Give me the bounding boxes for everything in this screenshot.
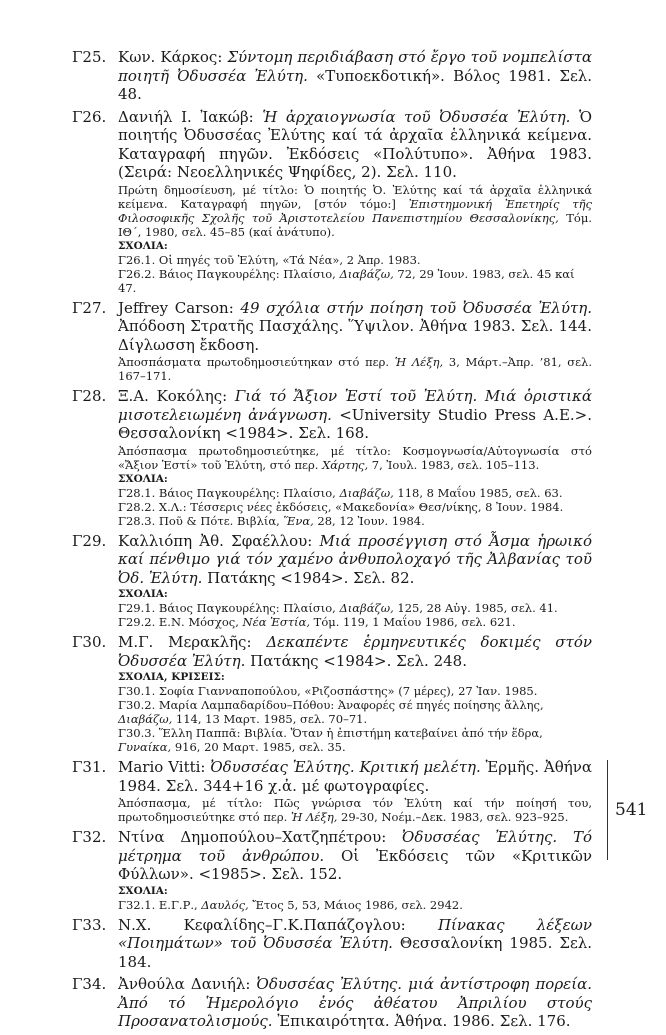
- entry-number: Γ31.: [72, 758, 107, 776]
- entry-content: [118, 975, 592, 1031]
- text-run: 3, Μάρτ.–Ἀπρ. ’81, σελ. 167–171.: [118, 355, 593, 383]
- bibliography-entry: [72, 387, 592, 528]
- text-run: Γ28.3. Ποῦ & Πότε. Βιβλία,: [118, 513, 284, 528]
- text-run: Πατάκης <1984>. Σελ. 82.: [202, 568, 415, 587]
- entry-number: Γ30.: [72, 633, 107, 651]
- text-run: Ἀνθούλα Δανιήλ:: [118, 975, 257, 993]
- text-run: 7, Ἰουλ. 1983, σελ. 105–113.: [368, 457, 540, 472]
- italic-title-text: Διαβάζω,: [339, 266, 394, 281]
- text-run: Γ30.1. Σοφία Γιανναποπούλου, «Ριζοσπάστης» (7 μέρες), 27 Ἰαν. 1985.: [118, 684, 538, 698]
- bibliography-entry: [72, 48, 592, 104]
- text-run: Ἀποσπάσματα πρωτοδημοσιεύτηκαν στό περ.: [118, 355, 395, 369]
- text-run: Γ29.1. Βάιος Παγκουρέλης: Πλαίσιο,: [118, 601, 340, 615]
- text-run: 72, 29 Ἰουν. 1983, σελ. 45 καί 47.: [118, 266, 575, 295]
- italic-title-text: 49 σχόλια στήν ποίηση τοῦ Ὀδυσσέα Ἐλύτη.: [240, 298, 592, 317]
- text-run: 114, 13 Μαρτ. 1985, σελ. 70–71.: [172, 712, 368, 726]
- italic-title-text: Διαβάζω,: [339, 485, 394, 500]
- italic-title-text: Δαυλός,: [201, 897, 249, 912]
- text-run: Καλλιόπη Ἀθ. Σφαέλλου:: [118, 531, 320, 550]
- text-run: Δανιήλ Ι. Ἰακώβ:: [118, 107, 263, 126]
- scholia-item: [118, 726, 592, 754]
- text-run: Ξ.Α. Κοκόλης:: [118, 387, 235, 405]
- italic-title-text: Ὀδυσσέας Ἐλύτης. Κριτική μελέτη.: [210, 758, 481, 776]
- text-run: Γ30.3. Ἕλλη Παππᾶ: Βιβλία. Ὅταν ἡ ἐπιστήμη κατεβαίνει ἀπό τήν ἕδρα,: [118, 726, 543, 740]
- text-run: Γ26.2. Βάιος Παγκουρέλης: Πλαίσιο,: [118, 266, 340, 281]
- text-run: Τόμ. ΙΘ΄, 1980, σελ. 45–85 (καί ἀνάτυπο).: [118, 210, 592, 239]
- text-run: «Τυποεκδοτική». Βόλος 1981. Σελ. 48.: [118, 66, 592, 103]
- italic-title-text: Πίνακας λέξεων «Ποιημάτων» τοῦ Ὀδυσσέα Ἐλύτη.: [118, 915, 592, 952]
- entry-citation: [118, 975, 592, 1031]
- bibliography-entry: [72, 916, 592, 972]
- entry-number: Γ33.: [72, 915, 107, 934]
- text-run: Τόμ. 119, 1 Μαΐου 1986, σελ. 621.: [310, 615, 516, 629]
- entry-note: [118, 355, 592, 383]
- entry-content: [118, 916, 592, 972]
- entry-note: [118, 183, 592, 239]
- scholia-item: [118, 500, 592, 514]
- entry-content: [118, 828, 592, 912]
- bibliography-entry: [72, 758, 592, 824]
- text-run: Πατάκης <1984>. Σελ. 248.: [245, 651, 467, 670]
- bibliography-entry: [72, 299, 592, 384]
- italic-title-text: Γιά τό Ἄξιον Ἐστί τοῦ Ἐλύτη. Μιά ὁριστικά μισοτελειωμένη ἀνάγνωση.: [118, 387, 592, 424]
- text-run: Γ26.1. Οἱ πηγές τοῦ Ἐλύτη, «Τά Νέα», 2 Ἀπρ. 1983.: [118, 252, 421, 267]
- italic-title-text: Χάρτης,: [322, 457, 369, 472]
- entry-number: Γ25.: [72, 48, 107, 66]
- bibliography-entry: [72, 828, 592, 912]
- entry-content: [118, 48, 592, 104]
- text-run: Μ.Γ. Μερακλῆς:: [118, 633, 267, 651]
- scholia-heading: ΣΧΟΛΙΑ:: [118, 588, 168, 600]
- italic-title-text: Γυναίκα,: [118, 740, 172, 754]
- text-run: 28, 12 Ἰουν. 1984.: [313, 513, 425, 528]
- entry-number: Γ28.: [72, 387, 107, 405]
- italic-title-text: Νέα Ἑστία,: [242, 615, 310, 629]
- entry-citation: [118, 299, 592, 355]
- scholia-item: [118, 601, 592, 615]
- italic-title-text: Ἕνα,: [283, 513, 314, 528]
- scholia-heading: ΣΧΟΛΙΑ:: [118, 884, 168, 897]
- entry-citation: [118, 387, 592, 443]
- scholia-heading: ΣΧΟΛΙΑ:: [118, 239, 168, 252]
- entry-citation: [118, 916, 592, 972]
- bibliography-page: [72, 48, 592, 1035]
- text-run: Πρώτη δημοσίευση, μέ τίτλο: Ὁ ποιητής Ὀ. Ἐλύτης καί τά ἀρχαῖα ἑλληνικά κείμενα. Καταγραφή πηγῶν, [στόν τόμο:]: [118, 182, 592, 211]
- bibliography-entry: [72, 532, 592, 630]
- text-run: 125, 28 Αὐγ. 1985, σελ. 41.: [393, 601, 558, 615]
- text-run: Jeffrey Carson:: [118, 298, 241, 317]
- entry-number: Γ32.: [72, 828, 107, 846]
- entry-citation: [118, 633, 592, 670]
- entry-content: [118, 387, 592, 528]
- bibliography-entry: [72, 633, 592, 754]
- entry-content: [118, 633, 592, 754]
- page-number: 541: [607, 760, 663, 860]
- italic-title-text: Διαβάζω,: [339, 601, 394, 615]
- text-run: Ν.Χ. Κεφαλίδης–Γ.Κ.Παπάζογλου:: [118, 915, 438, 934]
- scholia-heading: ΣΧΟΛΙΑ, ΚΡΙΣΕΙΣ:: [118, 671, 225, 683]
- text-run: Ἀπόσπασμα πρωτοδημοσιεύτηκε, μέ τίτλο: Κοσμογνωσία/Αὐτογνωσία στό «Ἄξιον Ἐστί» τοῦ Ἐλύτη, στό περ.: [118, 443, 592, 472]
- entry-citation: [118, 532, 592, 588]
- scholia-item: [118, 698, 592, 726]
- entry-number: Γ29.: [72, 531, 107, 550]
- text-run: Θεσσαλονίκη 1985. Σελ. 184.: [118, 934, 592, 971]
- text-run: Γ30.2. Μαρία Λαμπαδαρίδου–Πόθου: Ἀναφορές σέ πηγές ποίησης ἄλλης,: [118, 698, 544, 712]
- italic-title-text: Διαβάζω,: [118, 712, 173, 726]
- italic-title-text: Ὀδυσσέας Ἐλύτης. μιά ἀντίστροφη πορεία. Ἀπό τό Ἡμερολόγιο ἑνός ἀθέατου Ἀπριλίου στούς Προσανατολισμούς.: [118, 975, 592, 1030]
- entry-content: [118, 299, 592, 384]
- italic-title-text: Μιά προσέγγιση στό Ἆσμα ἡρωικό καί πένθιμο γιά τόν χαμένο ἀνθυπολοχαγό τῆς Ἀλβανίας τοῦ Ὀδ. Ἐλύτη.: [118, 531, 592, 587]
- italic-title-text: Ὀδυσσέας Ἐλύτης. Τό μέτρημα τοῦ ἀνθρώπου.: [118, 828, 593, 865]
- text-run: 916, 20 Μαρτ. 1985, σελ. 35.: [171, 740, 346, 754]
- italic-title-text: Ἐπιστημονική Ἐπετηρίς τῆς Φιλοσοφικῆς Σχολῆς τοῦ Ἀριστοτελείου Πανεπιστημίου Θεσσαλονίκης,: [118, 196, 592, 225]
- entry-content: [118, 108, 592, 295]
- scholia-item: [118, 253, 592, 267]
- entry-citation: [118, 758, 592, 795]
- entry-content: [118, 532, 592, 630]
- text-run: Οἱ Ἐκδόσεις τῶν «Κριτικῶν Φύλλων». <1985>. Σελ. 152.: [118, 846, 592, 883]
- text-run: Ἀπόσπασμα, μέ τίτλο: Πῶς γνώρισα τόν Ἐλύτη καί τήν ποίησή του, πρωτοδημοσιεύτηκε στό περ.: [118, 796, 592, 824]
- text-run: Γ29.2. Ε.Ν. Μόσχος,: [118, 615, 243, 629]
- text-run: Mario Vitti:: [118, 758, 211, 776]
- text-run: Γ28.1. Βάιος Παγκουρέλης: Πλαίσιο,: [118, 485, 340, 500]
- entry-number: Γ27.: [72, 298, 107, 317]
- entry-note: [118, 796, 592, 824]
- entry-number: Γ34.: [72, 975, 107, 993]
- text-run: 29-30, Νοέμ.–Δεκ. 1983, σελ. 923–925.: [337, 810, 569, 824]
- text-run: Ὁ ποιητής Ὀδυσσέας Ἐλύτης καί τά ἀρχαῖα ἑλληνικά κείμενα. Καταγραφή πηγῶν. Ἐκδόσεις «Πολύτυπο». Ἀθήνα 1983. (Σειρά: Νεοελληνικές Ψηφίδες, 2). Σελ. 110.: [118, 107, 592, 181]
- scholia-item: [118, 684, 592, 698]
- scholia-item: [118, 267, 592, 295]
- italic-title-text: Ἡ Λέξη,: [290, 810, 338, 824]
- text-run: 118, 8 Μαΐου 1985, σελ. 63.: [393, 485, 563, 500]
- italic-title-text: Δεκαπέντε ἑρμηνευτικές δοκιμές στόν Ὀδυσσέα Ἐλύτη.: [118, 633, 592, 670]
- bibliography-entry: [72, 975, 592, 1031]
- text-run: <University Studio Press A.E.>. Θεσσαλονίκη <1984>. Σελ. 168.: [118, 405, 593, 442]
- entry-number: Γ26.: [72, 107, 107, 126]
- entry-content: [118, 758, 592, 824]
- text-run: Ἀπόδοση Στρατῆς Πασχάλης. Ὕψιλον. Ἀθήνα 1983. Σελ. 144. Δίγλωσση ἔκδοση.: [118, 317, 592, 354]
- scholia-item: [118, 615, 592, 629]
- scholia-heading: ΣΧΟΛΙΑ:: [118, 472, 168, 485]
- text-run: Γ32.1. Ε.Γ.Ρ.,: [118, 897, 202, 912]
- text-run: Κων. Κάρκος:: [118, 48, 228, 66]
- scholia-item: [118, 514, 592, 528]
- italic-title-text: Ἡ ἀρχαιογνωσία τοῦ Ὀδυσσέα Ἐλύτη.: [262, 107, 571, 126]
- text-run: Ἑρμῆς. Ἀθήνα 1984. Σελ. 344+16 χ.ἀ. μέ φωτογραφίες.: [118, 758, 593, 795]
- entry-note: [118, 444, 592, 472]
- text-run: Ἐπικαιρότητα. Ἀθήνα. 1986. Σελ. 176.: [272, 1012, 571, 1030]
- bibliography-entry: [72, 108, 592, 295]
- entry-citation: [118, 108, 592, 182]
- text-run: Ἔτος 5, 53, Μάιος 1986, σελ. 2942.: [248, 897, 463, 912]
- italic-title-text: Ἡ Λέξη,: [394, 355, 444, 369]
- scholia-item: [118, 898, 592, 912]
- scholia-item: [118, 486, 592, 500]
- entry-citation: [118, 828, 592, 884]
- text-run: Γ28.2. Χ.Λ.: Τέσσερις νέες ἐκδόσεις, «Μακεδονία» Θεσ/νίκης, 8 Ἰουν. 1984.: [118, 499, 564, 514]
- entry-citation: [118, 48, 592, 104]
- text-run: Ντίνα Δημοπούλου–Χατζηπέτρου:: [118, 828, 403, 846]
- italic-title-text: Σύντομη περιδιάβαση στό ἔργο τοῦ νομπελίστα ποιητῆ Ὀδυσσέα Ἐλύτη.: [118, 48, 592, 85]
